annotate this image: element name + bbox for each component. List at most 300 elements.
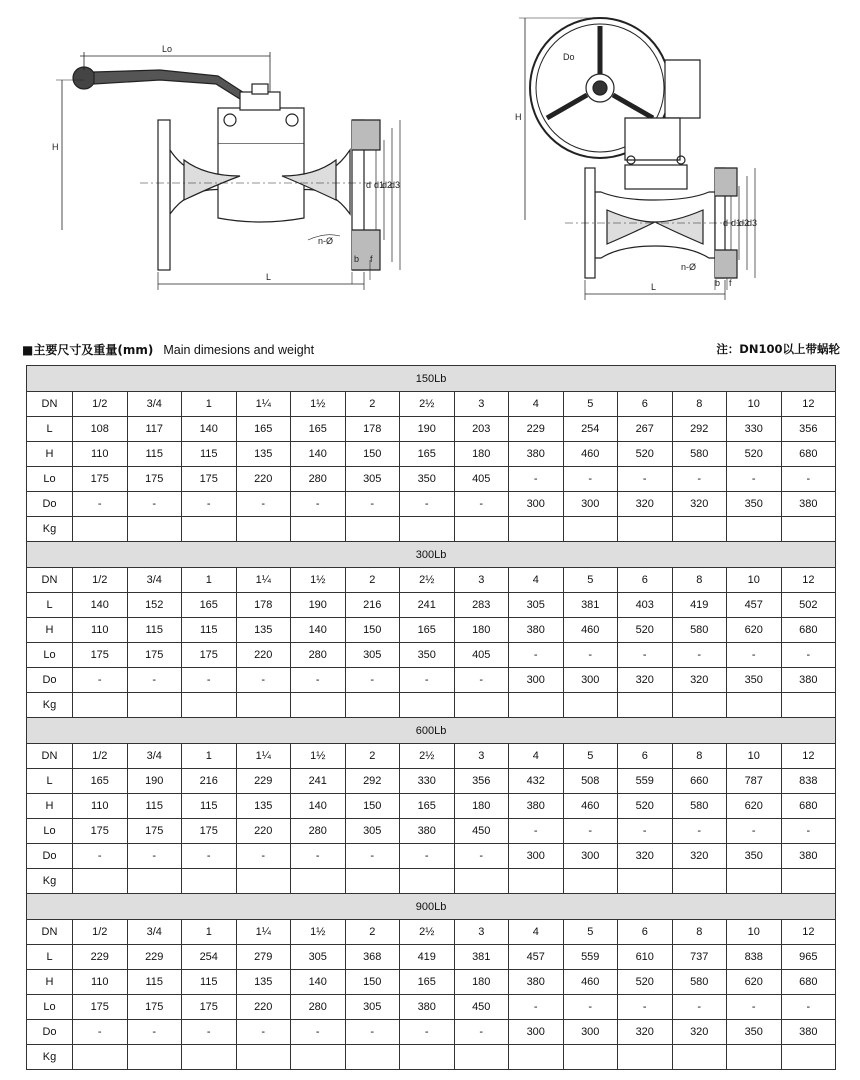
table-cell: 180 xyxy=(454,970,509,995)
table-cell: 300 xyxy=(563,844,618,869)
row-label: L xyxy=(27,593,73,618)
table-cell: - xyxy=(127,844,182,869)
table-cell: 229 xyxy=(236,769,291,794)
table-cell: 320 xyxy=(618,668,673,693)
table-cell xyxy=(400,869,455,894)
table-cell: 4 xyxy=(509,568,564,593)
table-cell: - xyxy=(672,995,727,1020)
table-cell: 320 xyxy=(618,492,673,517)
table-cell: 1 xyxy=(182,920,237,945)
table-cell: 300 xyxy=(509,492,564,517)
table-cell: - xyxy=(618,467,673,492)
row-label: H xyxy=(27,442,73,467)
table-cell: 108 xyxy=(73,417,128,442)
table-cell: 580 xyxy=(672,970,727,995)
table-cell: - xyxy=(727,819,782,844)
table-cell: - xyxy=(345,668,400,693)
table-cell: 6 xyxy=(618,392,673,417)
table-cell: 12 xyxy=(781,392,836,417)
table-cell: - xyxy=(563,643,618,668)
table-cell: 4 xyxy=(509,392,564,417)
table-cell: - xyxy=(73,844,128,869)
table-cell: - xyxy=(73,492,128,517)
table-cell: - xyxy=(236,1020,291,1045)
table-cell: 450 xyxy=(454,995,509,1020)
table-cell: 115 xyxy=(182,970,237,995)
title-english: Main dimesions and weight xyxy=(163,343,315,357)
table-cell: 680 xyxy=(781,970,836,995)
table-cell: 216 xyxy=(345,593,400,618)
table-cell: 140 xyxy=(291,442,346,467)
table-cell: 460 xyxy=(563,442,618,467)
dim-label-d1: d1 xyxy=(374,180,385,190)
table-cell: 220 xyxy=(236,995,291,1020)
table-cell: 380 xyxy=(781,1020,836,1045)
table-cell xyxy=(727,1045,782,1070)
table-cell xyxy=(781,693,836,718)
table-row-lo xyxy=(27,643,836,668)
dimensions-table-body xyxy=(27,366,836,1070)
table-cell: 320 xyxy=(618,844,673,869)
table-cell: 110 xyxy=(73,970,128,995)
table-cell xyxy=(563,1045,618,1070)
table-cell: 580 xyxy=(672,794,727,819)
table-cell: 457 xyxy=(727,593,782,618)
table-cell: 559 xyxy=(618,769,673,794)
dim-label-h-right: H xyxy=(515,112,522,122)
table-cell: 5 xyxy=(563,392,618,417)
dim-label-n: n-Ø xyxy=(318,236,334,246)
table-cell: 150 xyxy=(345,442,400,467)
table-cell xyxy=(73,693,128,718)
table-cell: - xyxy=(509,995,564,1020)
table-cell xyxy=(727,517,782,542)
table-cell: 381 xyxy=(454,945,509,970)
row-label: DN xyxy=(27,568,73,593)
table-cell xyxy=(291,1045,346,1070)
row-label: Do xyxy=(27,1020,73,1045)
table-cell xyxy=(727,693,782,718)
table-cell xyxy=(781,869,836,894)
table-cell: 305 xyxy=(509,593,564,618)
table-cell: 2½ xyxy=(400,920,455,945)
dimensions-table xyxy=(26,365,836,1070)
table-cell: 520 xyxy=(618,442,673,467)
table-cell: 229 xyxy=(509,417,564,442)
dim-label-d2: d2 xyxy=(382,180,393,190)
row-label: Lo xyxy=(27,643,73,668)
table-cell: 267 xyxy=(618,417,673,442)
table-cell: 305 xyxy=(345,643,400,668)
row-label: L xyxy=(27,417,73,442)
table-cell xyxy=(509,693,564,718)
table-row-h xyxy=(27,970,836,995)
table-cell: 610 xyxy=(618,945,673,970)
table-cell: 380 xyxy=(509,618,564,643)
table-cell: 4 xyxy=(509,920,564,945)
gear-valve-drawing xyxy=(505,0,785,310)
table-cell xyxy=(73,869,128,894)
table-cell: - xyxy=(236,668,291,693)
table-cell: 1/2 xyxy=(73,392,128,417)
table-cell: - xyxy=(127,1020,182,1045)
table-cell: 6 xyxy=(618,744,673,769)
table-cell: 680 xyxy=(781,794,836,819)
table-cell xyxy=(345,1045,400,1070)
dim-label-d1-right: d1 xyxy=(731,218,742,228)
table-cell: 350 xyxy=(727,492,782,517)
table-cell: 175 xyxy=(73,467,128,492)
table-cell: 140 xyxy=(182,417,237,442)
table-cell: - xyxy=(509,643,564,668)
table-cell: 3/4 xyxy=(127,920,182,945)
table-cell xyxy=(618,1045,673,1070)
table-cell: 419 xyxy=(672,593,727,618)
table-cell: 330 xyxy=(400,769,455,794)
table-row-kg xyxy=(27,869,836,894)
table-cell: - xyxy=(236,492,291,517)
table-cell: 175 xyxy=(182,995,237,1020)
dim-label-b-right: b xyxy=(715,278,721,288)
table-cell: 450 xyxy=(454,819,509,844)
row-label: L xyxy=(27,945,73,970)
pressure-class-row xyxy=(27,366,836,392)
table-cell: 165 xyxy=(400,970,455,995)
table-cell: 508 xyxy=(563,769,618,794)
row-label: L xyxy=(27,769,73,794)
table-cell: 380 xyxy=(781,844,836,869)
table-cell: 117 xyxy=(127,417,182,442)
table-cell: 3/4 xyxy=(127,568,182,593)
table-cell: - xyxy=(781,467,836,492)
table-cell: 115 xyxy=(182,618,237,643)
table-cell xyxy=(291,517,346,542)
table-cell xyxy=(291,869,346,894)
table-row-l xyxy=(27,417,836,442)
table-cell xyxy=(400,693,455,718)
pressure-class-label: 300Lb xyxy=(27,542,836,568)
table-cell: - xyxy=(454,668,509,693)
table-cell: 787 xyxy=(727,769,782,794)
table-cell: 12 xyxy=(781,568,836,593)
table-cell: 280 xyxy=(291,819,346,844)
table-cell: 520 xyxy=(618,618,673,643)
table-cell: 10 xyxy=(727,568,782,593)
table-cell: 432 xyxy=(509,769,564,794)
dim-label-lo: Lo xyxy=(162,44,173,54)
table-cell: 380 xyxy=(400,819,455,844)
table-cell: 8 xyxy=(672,920,727,945)
table-row-h xyxy=(27,794,836,819)
table-cell: 180 xyxy=(454,442,509,467)
table-cell: 2½ xyxy=(400,392,455,417)
table-row-l xyxy=(27,769,836,794)
row-label: DN xyxy=(27,744,73,769)
table-cell: 380 xyxy=(781,492,836,517)
table-cell: 737 xyxy=(672,945,727,970)
table-cell: 135 xyxy=(236,618,291,643)
table-cell: - xyxy=(781,995,836,1020)
pressure-class-label: 900Lb xyxy=(27,894,836,920)
table-cell: 115 xyxy=(127,794,182,819)
table-cell: 1/2 xyxy=(73,920,128,945)
table-cell: 3 xyxy=(454,392,509,417)
pressure-class-row xyxy=(27,718,836,744)
technical-drawings xyxy=(0,0,860,318)
table-cell: 165 xyxy=(182,593,237,618)
table-cell: 135 xyxy=(236,970,291,995)
table-row-do xyxy=(27,1020,836,1045)
table-cell: 1½ xyxy=(291,392,346,417)
table-cell xyxy=(563,693,618,718)
table-cell xyxy=(182,1045,237,1070)
table-cell xyxy=(563,869,618,894)
table-cell xyxy=(236,517,291,542)
title-chinese: ■主要尺寸及重量(mm) xyxy=(22,343,154,357)
table-cell xyxy=(291,693,346,718)
table-cell: 965 xyxy=(781,945,836,970)
pressure-class-label: 600Lb xyxy=(27,718,836,744)
table-cell: 220 xyxy=(236,819,291,844)
table-cell: 220 xyxy=(236,643,291,668)
table-cell xyxy=(236,693,291,718)
table-cell: 1¼ xyxy=(236,392,291,417)
table-cell: 320 xyxy=(618,1020,673,1045)
table-row-dn xyxy=(27,744,836,769)
table-cell: 3 xyxy=(454,744,509,769)
row-label: H xyxy=(27,970,73,995)
table-cell: 620 xyxy=(727,618,782,643)
table-cell: - xyxy=(73,1020,128,1045)
table-cell: 165 xyxy=(236,417,291,442)
table-cell: 6 xyxy=(618,920,673,945)
table-cell: 115 xyxy=(182,794,237,819)
table-cell: 190 xyxy=(291,593,346,618)
table-cell xyxy=(454,517,509,542)
table-cell: 1½ xyxy=(291,744,346,769)
row-label: H xyxy=(27,794,73,819)
table-row-do xyxy=(27,492,836,517)
dim-label-f-right: f xyxy=(729,278,732,288)
table-cell: 254 xyxy=(182,945,237,970)
table-cell: 356 xyxy=(454,769,509,794)
table-cell: 1/2 xyxy=(73,568,128,593)
table-cell: 6 xyxy=(618,568,673,593)
table-cell: - xyxy=(618,819,673,844)
table-cell: - xyxy=(182,668,237,693)
table-cell: 300 xyxy=(563,492,618,517)
table-cell xyxy=(182,517,237,542)
gear-note: 注：DN100以上带蜗轮 xyxy=(716,342,840,356)
table-cell: - xyxy=(182,1020,237,1045)
table-cell: 305 xyxy=(345,467,400,492)
dim-label-b: b xyxy=(354,254,360,264)
table-cell: - xyxy=(291,1020,346,1045)
row-label: Kg xyxy=(27,693,73,718)
table-cell xyxy=(345,869,400,894)
dim-label-f: f xyxy=(370,254,373,264)
table-cell: 280 xyxy=(291,467,346,492)
table-cell: 175 xyxy=(127,819,182,844)
table-cell: 405 xyxy=(454,643,509,668)
table-row-kg xyxy=(27,517,836,542)
row-label: Do xyxy=(27,844,73,869)
dim-label-n-right: n-Ø xyxy=(681,262,697,272)
table-cell: 320 xyxy=(672,844,727,869)
table-cell: 350 xyxy=(727,844,782,869)
table-cell: 165 xyxy=(400,442,455,467)
table-cell xyxy=(236,869,291,894)
table-cell: 10 xyxy=(727,920,782,945)
table-cell: 241 xyxy=(400,593,455,618)
table-cell: 305 xyxy=(345,995,400,1020)
table-cell: 330 xyxy=(727,417,782,442)
pressure-class-row xyxy=(27,542,836,568)
table-cell xyxy=(345,693,400,718)
table-cell: 1¼ xyxy=(236,920,291,945)
table-cell xyxy=(781,1045,836,1070)
table-cell: - xyxy=(400,668,455,693)
table-cell: 2½ xyxy=(400,744,455,769)
table-cell: 115 xyxy=(127,970,182,995)
table-cell: 380 xyxy=(781,668,836,693)
table-cell: 380 xyxy=(509,970,564,995)
table-cell xyxy=(400,1045,455,1070)
table-cell: 140 xyxy=(73,593,128,618)
table-cell xyxy=(73,1045,128,1070)
table-row-do xyxy=(27,668,836,693)
table-cell xyxy=(182,693,237,718)
table-cell: 150 xyxy=(345,794,400,819)
table-cell: 10 xyxy=(727,392,782,417)
table-cell: 175 xyxy=(73,995,128,1020)
table-cell: 178 xyxy=(345,417,400,442)
table-cell: - xyxy=(127,492,182,517)
table-cell: 4 xyxy=(509,744,564,769)
table-cell: 460 xyxy=(563,970,618,995)
table-cell: 559 xyxy=(563,945,618,970)
table-cell: 502 xyxy=(781,593,836,618)
dim-label-d-right: d xyxy=(723,218,729,228)
table-cell: 419 xyxy=(400,945,455,970)
table-cell: - xyxy=(182,844,237,869)
table-cell: 403 xyxy=(618,593,673,618)
row-label: Do xyxy=(27,668,73,693)
table-cell: 175 xyxy=(127,643,182,668)
table-cell: 1 xyxy=(182,744,237,769)
table-cell xyxy=(618,693,673,718)
table-cell: - xyxy=(509,819,564,844)
table-cell: 3 xyxy=(454,568,509,593)
table-cell: 350 xyxy=(727,1020,782,1045)
table-row-kg xyxy=(27,1045,836,1070)
table-cell: 115 xyxy=(127,442,182,467)
table-cell: 115 xyxy=(127,618,182,643)
table-cell: 165 xyxy=(400,618,455,643)
table-cell: 300 xyxy=(563,668,618,693)
table-cell: 175 xyxy=(73,643,128,668)
table-cell: 12 xyxy=(781,744,836,769)
table-cell xyxy=(672,517,727,542)
table-cell: 283 xyxy=(454,593,509,618)
table-cell: 10 xyxy=(727,744,782,769)
table-cell: 8 xyxy=(672,744,727,769)
table-cell: 320 xyxy=(672,492,727,517)
table-cell: 229 xyxy=(73,945,128,970)
table-cell: 180 xyxy=(454,794,509,819)
dim-label-d: d xyxy=(366,180,372,190)
table-cell: - xyxy=(563,995,618,1020)
table-cell: - xyxy=(400,844,455,869)
table-cell: - xyxy=(182,492,237,517)
table-cell: - xyxy=(345,492,400,517)
table-cell: 350 xyxy=(727,668,782,693)
table-cell xyxy=(509,1045,564,1070)
table-cell: 178 xyxy=(236,593,291,618)
table-cell: 110 xyxy=(73,442,128,467)
table-cell: 292 xyxy=(672,417,727,442)
table-cell: 280 xyxy=(291,643,346,668)
row-label: H xyxy=(27,618,73,643)
row-label: DN xyxy=(27,392,73,417)
table-cell: 150 xyxy=(345,618,400,643)
table-cell: 620 xyxy=(727,970,782,995)
table-cell: 2 xyxy=(345,392,400,417)
table-cell: 12 xyxy=(781,920,836,945)
table-cell: 1 xyxy=(182,568,237,593)
table-cell xyxy=(454,869,509,894)
row-label: Lo xyxy=(27,995,73,1020)
row-label: Lo xyxy=(27,819,73,844)
table-cell: - xyxy=(727,995,782,1020)
table-cell: 680 xyxy=(781,618,836,643)
table-cell: 520 xyxy=(618,970,673,995)
table-cell: 457 xyxy=(509,945,564,970)
table-cell: 838 xyxy=(727,945,782,970)
table-cell: 460 xyxy=(563,794,618,819)
dim-label-l: L xyxy=(266,272,272,282)
table-cell xyxy=(454,1045,509,1070)
table-cell: - xyxy=(345,1020,400,1045)
table-cell: 381 xyxy=(563,593,618,618)
table-cell: 660 xyxy=(672,769,727,794)
table-cell: 165 xyxy=(400,794,455,819)
table-cell: 2 xyxy=(345,568,400,593)
table-cell: 152 xyxy=(127,593,182,618)
row-label: Do xyxy=(27,492,73,517)
table-cell: 380 xyxy=(400,995,455,1020)
table-cell: 175 xyxy=(73,819,128,844)
row-label: DN xyxy=(27,920,73,945)
table-cell: 2 xyxy=(345,744,400,769)
table-cell: - xyxy=(672,643,727,668)
table-cell: - xyxy=(618,995,673,1020)
table-cell: 135 xyxy=(236,442,291,467)
table-cell: 380 xyxy=(509,794,564,819)
table-row-do xyxy=(27,844,836,869)
table-cell: - xyxy=(236,844,291,869)
table-cell: 8 xyxy=(672,568,727,593)
table-cell: 356 xyxy=(781,417,836,442)
table-cell: 8 xyxy=(672,392,727,417)
table-cell: 165 xyxy=(73,769,128,794)
table-cell: 140 xyxy=(291,794,346,819)
table-cell: - xyxy=(509,467,564,492)
table-cell xyxy=(618,517,673,542)
table-row-l xyxy=(27,593,836,618)
table-row-dn xyxy=(27,920,836,945)
table-row-dn xyxy=(27,568,836,593)
